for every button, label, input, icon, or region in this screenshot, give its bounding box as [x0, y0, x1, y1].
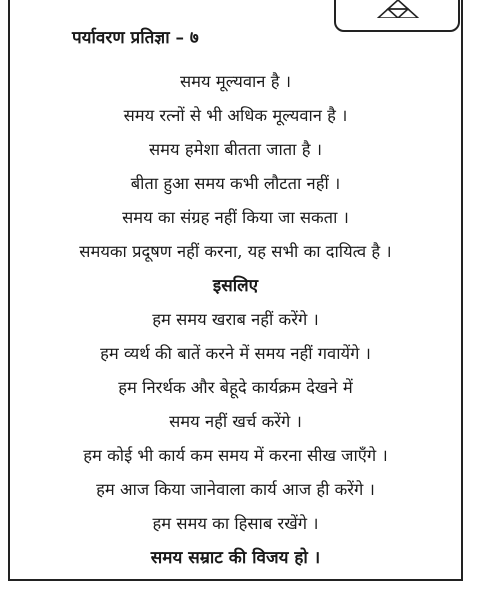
pledge-line: बीता हुआ समय कभी लौटता नहीं । [130, 174, 341, 193]
pledge-line: समय हमेशा बीतता जाता है । [149, 140, 322, 159]
pledge-line: समय नहीं खर्च करेंगे । [169, 412, 302, 431]
closing-slogan: समय सम्राट की विजय हो । [150, 548, 321, 568]
pledge-line: समयका प्रदूषण नहीं करना, यह सभी का दायित्व है । [79, 242, 392, 261]
logo-box [334, 0, 460, 32]
pledge-line: हम व्यर्थ की बातें करने में समय नहीं गवायेंगे । [100, 344, 371, 363]
page-title: पर्यावरण प्रतिज्ञा – ७ [72, 28, 199, 48]
pledge-line: समय का संग्रह नहीं किया जा सकता । [122, 208, 349, 227]
pledge-line: समय मूल्यवान है । [180, 72, 291, 91]
pledge-lines [8, 65, 463, 575]
pledge-line: समय रत्नों से भी अधिक मूल्यवान है । [123, 106, 348, 125]
pledge-line: हम समय का हिसाब रखेंगे । [152, 514, 319, 533]
section-heading: इसलिए [212, 276, 259, 296]
triangle-pattern-logo-icon [374, 0, 422, 18]
pledge-line: हम कोई भी कार्य कम समय में करना सीख जाएँगे । [83, 446, 388, 465]
pledge-line: हम आज किया जानेवाला कार्य आज ही करेंगे । [96, 480, 375, 499]
pledge-line: हम निरर्थक और बेहूदे कार्यक्रम देखने में [118, 378, 353, 397]
pledge-line: हम समय खराब नहीं करेंगे । [152, 310, 319, 329]
